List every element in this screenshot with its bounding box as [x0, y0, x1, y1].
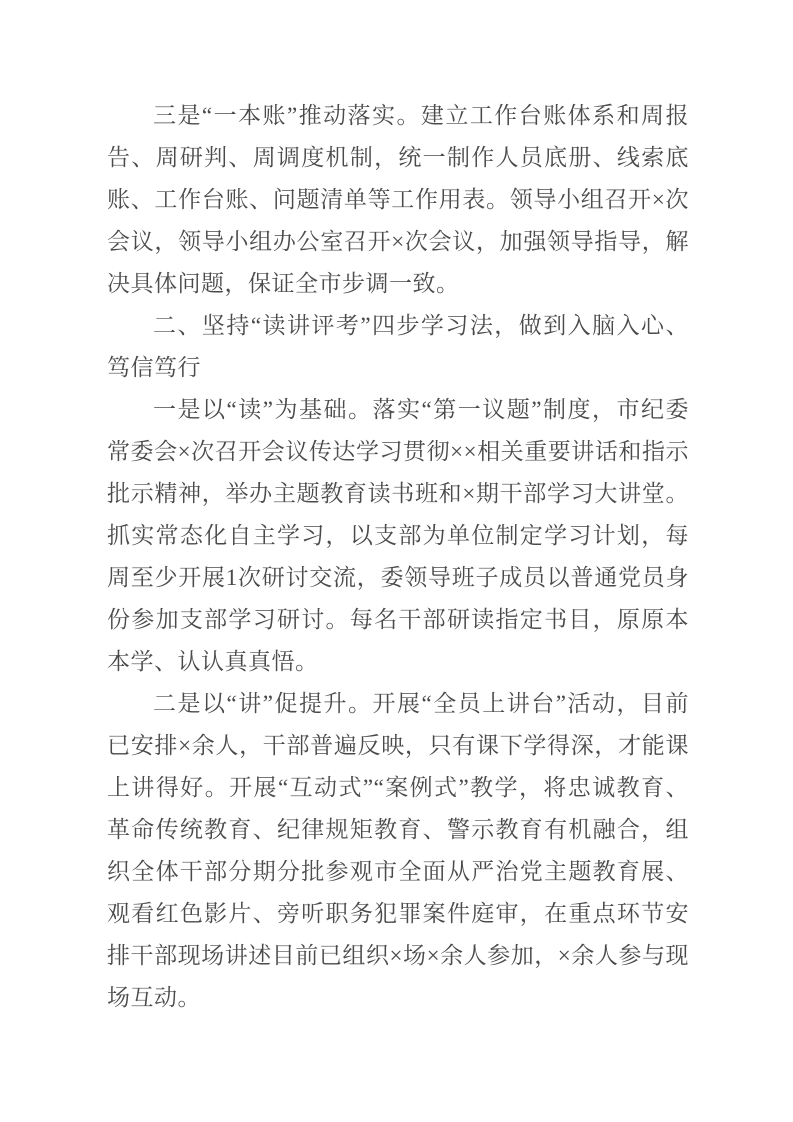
section-heading: 二、坚持“读讲评考”四步学习法，做到入脑入心、笃信笃行	[107, 313, 689, 380]
paragraph-third-point: 三是“一本账”推动落实。建立工作台账体系和周报告、周研判、周调度机制，统一制作人员底册、线索底账、工作台账、问题清单等工作用表。领导小组召开×次会议，领导小组办公室召开×次会议，加强领导指导，解决具体问题，保证全市步调一致。	[107, 103, 689, 296]
paragraph-second-point: 二是以“讲”促提升。开展“全员上讲台”活动，目前已安排×余人，干部普遍反映，只有课下学得深，才能课上讲得好。开展“互动式”“案例式”教学，将忠诚教育、革命传统教育、纪律规矩教育、警示教育有机融合，组织全体干部分期分批参观市全面从严治党主题教育展、观看红色影片、旁听职务犯罪案件庭审，在重点环节安排干部现场讲述目前已组织×场×余人参加，×余人参与现场互动。	[107, 691, 689, 1010]
paragraph-first-point: 一是以“读”为基础。落实“第一议题”制度，市纪委常委会×次召开会议传达学习贯彻××相关重要讲话和指示批示精神，举办主题教育读书班和×期干部学习大讲堂。抓实常态化自主学习，以支部为单位制定学习计划，每周至少开展1次研讨交流，委领导班子成员以普通党员身份参加支部学习研讨。每名干部研读指定书目，原原本本学、认认真真悟。	[107, 397, 689, 674]
